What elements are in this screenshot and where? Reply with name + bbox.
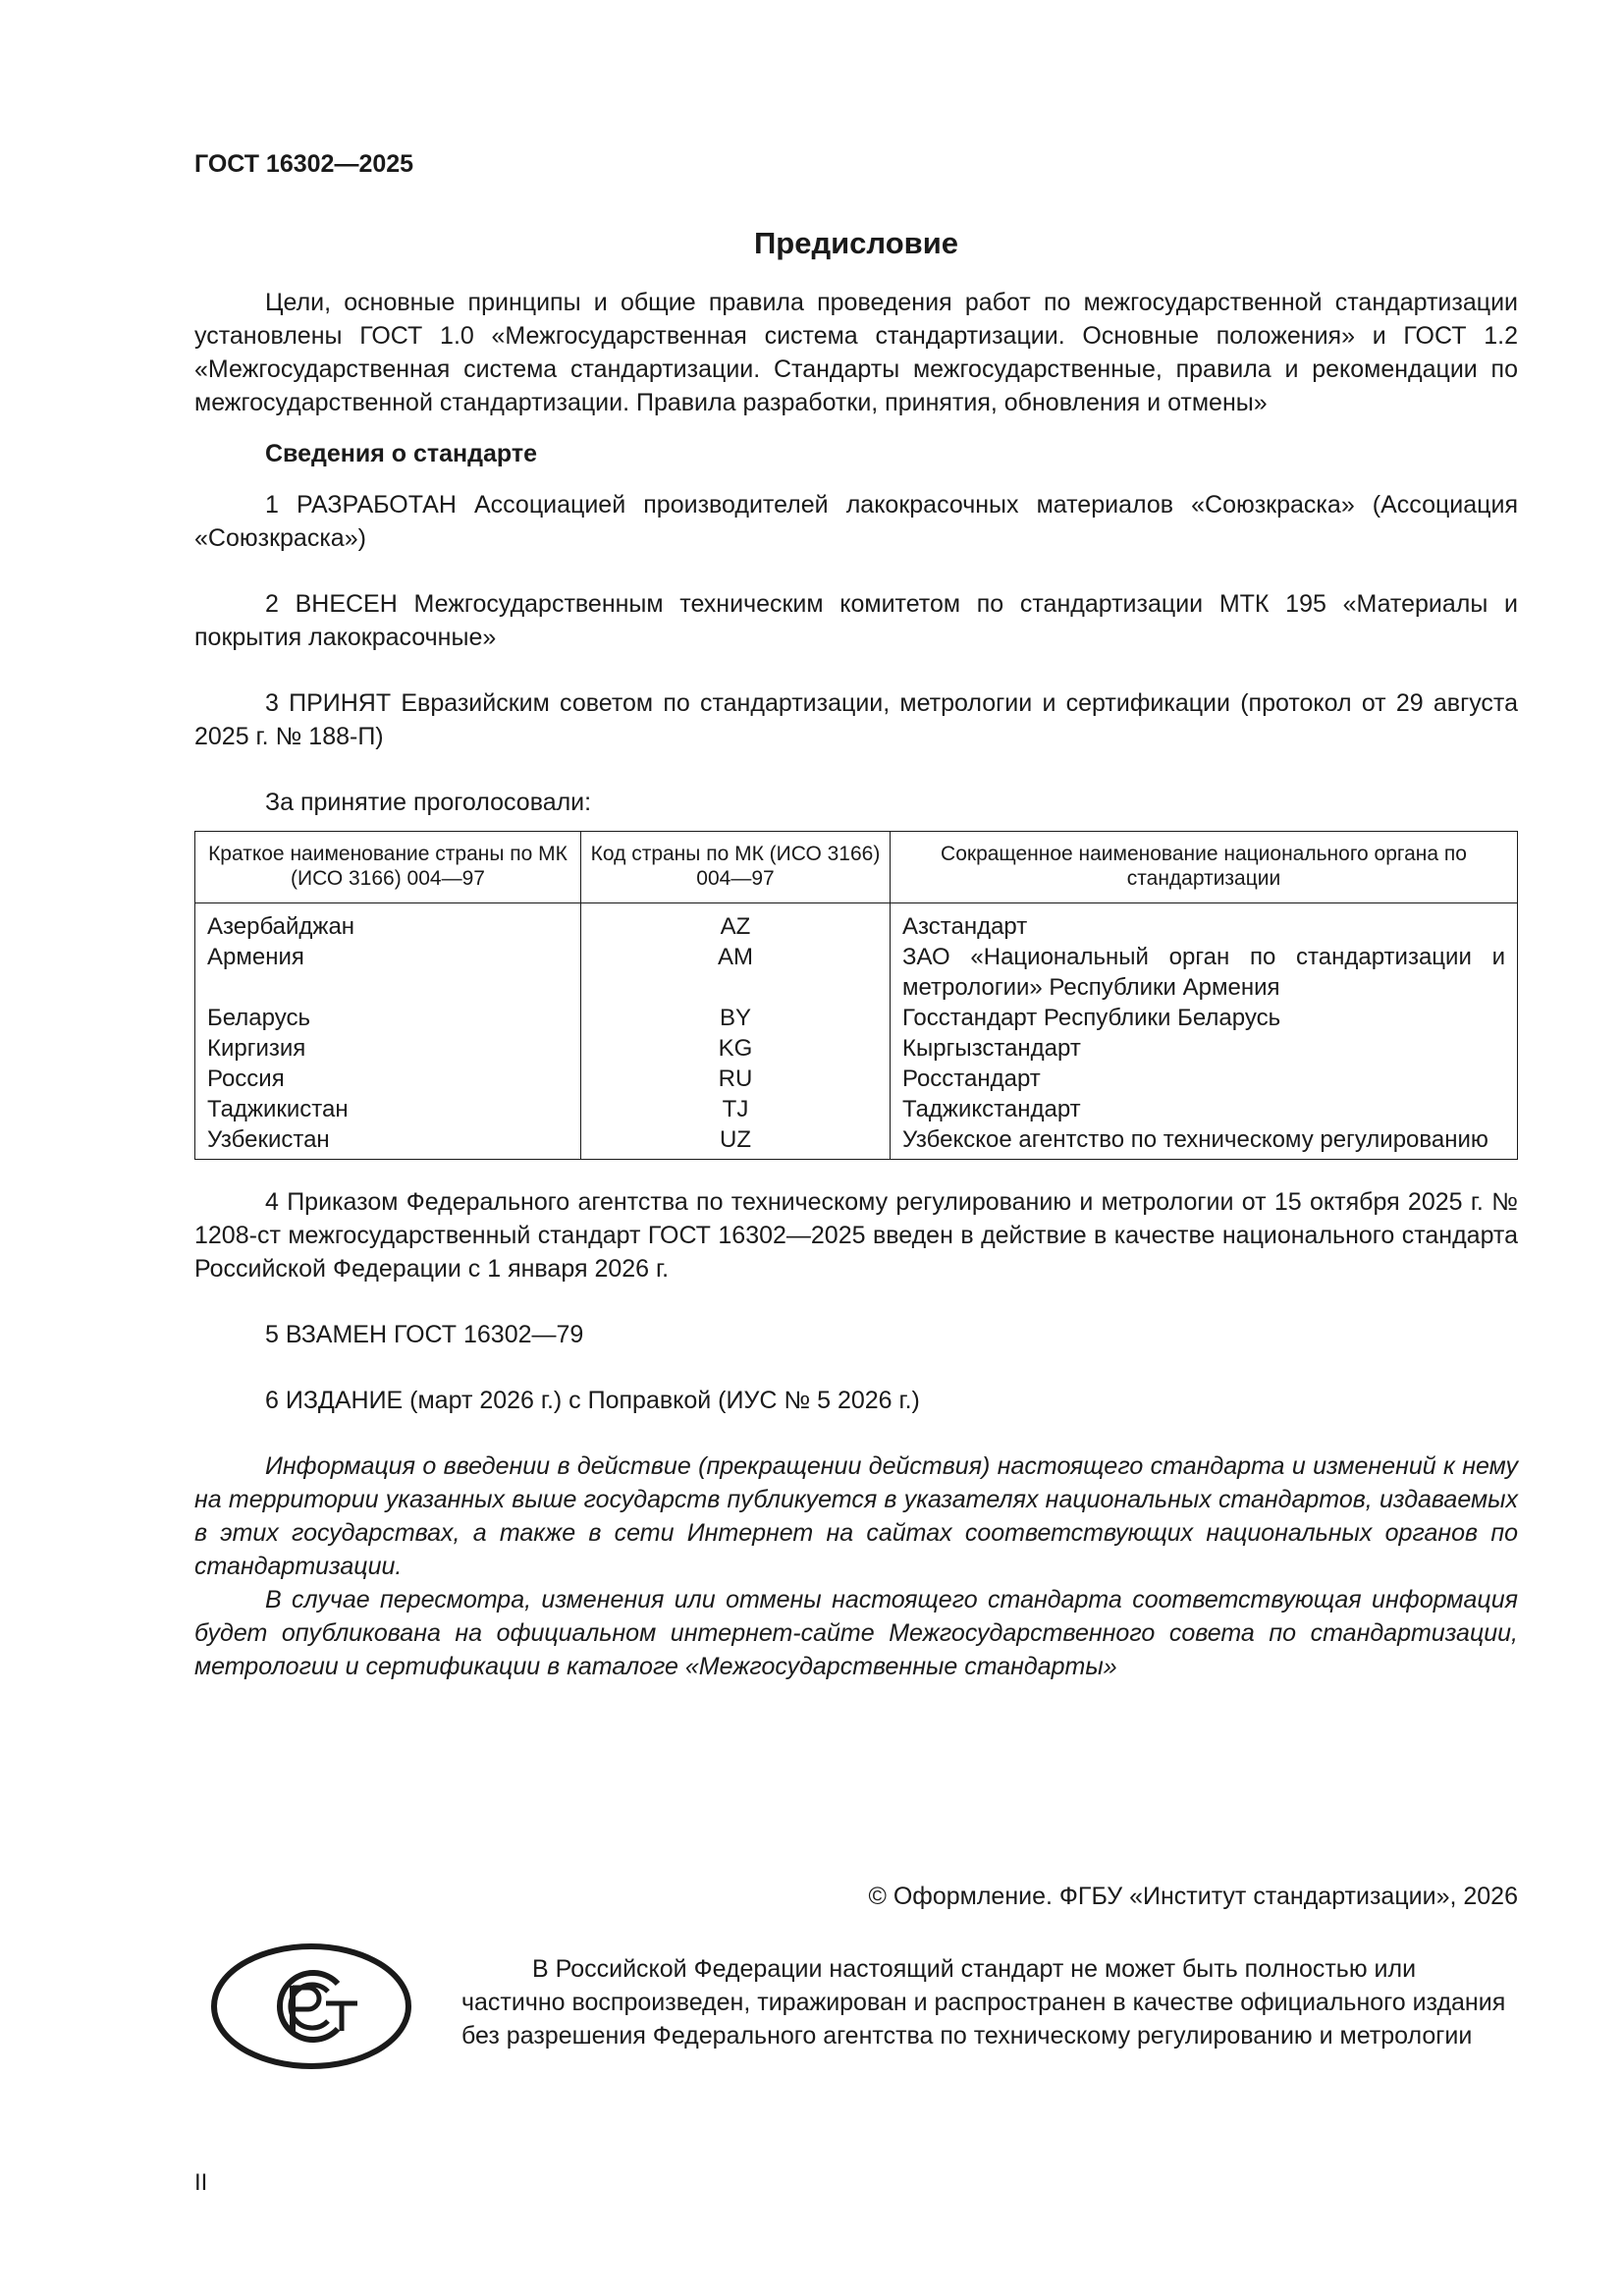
national-body: ЗАО «Национальный орган по стандартизации и метрологии» Республики Армения: [891, 942, 1518, 1003]
country-name: Армения: [207, 944, 304, 970]
copyright-line: © Оформление. ФГБУ «Институт стандартизации», 2026: [868, 1883, 1518, 1910]
pst-logo-icon: [210, 1942, 412, 2075]
country-code: TJ: [581, 1094, 891, 1124]
country-name: Узбекистан: [207, 1126, 330, 1153]
national-body: Кыргызстандарт: [891, 1033, 1518, 1064]
item-4: 4 Приказом Федерального агентства по техническому регулированию и метрологии от 15 октября 2025 г. № 1208-ст межгосударственный стандарт ГОСТ 16302—2025 введен в действие в качестве национального стандарта Российской Федерации с 1 января 2026 г.: [194, 1188, 1518, 1283]
vote-intro: За принятие проголосовали:: [265, 789, 592, 816]
country-code: BY: [581, 1003, 891, 1033]
national-body: Азстандарт: [891, 903, 1518, 943]
country-name: Азербайджан: [207, 913, 355, 940]
item-1: 1 РАЗРАБОТАН Ассоциацией производителей лакокрасочных материалов «Союзкраска» (Ассоциация «Союзкраска»): [194, 491, 1518, 552]
document-code: ГОСТ 16302—2025: [194, 150, 414, 178]
reproduction-notice: В Российской Федерации настоящий стандарт не может быть полностью или частично воспроизведен, тиражирован и распространен в качестве официального издания без разрешения Федерального агентства по техническому регулированию и метрологии: [461, 1955, 1506, 2050]
table-row: [195, 1064, 1518, 1094]
header-country-name: Краткое наименование страны по МК (ИСО 3166) 004—97: [195, 832, 581, 903]
item-5: 5 ВЗАМЕН ГОСТ 16302—79: [265, 1321, 584, 1348]
country-code: AM: [581, 942, 891, 1003]
intro-paragraph: Цели, основные принципы и общие правила проведения работ по межгосударственной стандартизации установлены ГОСТ 1.0 «Межгосударственная система стандартизации. Основные положения» и ГОСТ 1.2 «Межгосударственная система стандартизации. Стандарты межгосударственные, правила и рекомендации по межгосударственной стандартизации. Правила разработки, принятия, обновления и отмены»: [194, 289, 1518, 416]
page-title: Предисловие: [753, 226, 958, 260]
country-name: Киргизия: [207, 1035, 306, 1062]
italic-note-2: В случае пересмотра, изменения или отмены настоящего стандарта соответствующая информация будет опубликована на официальном интернет-сайте Межгосударственного совета по стандартизации, метрологии и сертификации в каталоге «Межгосударственные стандарты»: [194, 1586, 1518, 1680]
item-6: 6 ИЗДАНИЕ (март 2026 г.) с Поправкой (ИУС № 5 2026 г.): [265, 1387, 920, 1414]
country-code: RU: [581, 1064, 891, 1094]
item-2: 2 ВНЕСЕН Межгосударственным техническим комитетом по стандартизации МТК 195 «Материалы и покрытия лакокрасочные»: [194, 590, 1518, 651]
table-header-row: [195, 832, 1518, 903]
table-row: [195, 1124, 1518, 1160]
national-body: Росстандарт: [891, 1064, 1518, 1094]
country-name: Беларусь: [207, 1005, 310, 1031]
country-code: KG: [581, 1033, 891, 1064]
page-number: II: [194, 2169, 208, 2196]
table-row: [195, 1033, 1518, 1064]
info-heading: Сведения о стандарте: [265, 440, 538, 467]
national-body: Узбекское агентство по техническому регулированию: [891, 1124, 1518, 1160]
country-name: Россия: [207, 1066, 285, 1092]
voting-table: [194, 831, 1518, 1160]
table-row: [195, 1094, 1518, 1124]
header-national-body: Сокращенное наименование национального органа по стандартизации: [891, 832, 1518, 903]
table-row: [195, 1003, 1518, 1033]
italic-note-1: Информация о введении в действие (прекращении действия) настоящего стандарта и изменений к нему на территории указанных выше государств публикуется в указателях национальных стандартов, издаваемых в этих государствах, а также в сети Интернет на сайтах соответствующих национальных органов по стандартизации.: [194, 1452, 1518, 1580]
national-body: Таджикстандарт: [891, 1094, 1518, 1124]
table-row: [195, 903, 1518, 943]
table-row: [195, 942, 1518, 1003]
header-country-code: Код страны по МК (ИСО 3166) 004—97: [581, 832, 891, 903]
item-3: 3 ПРИНЯТ Евразийским советом по стандартизации, метрологии и сертификации (протокол от 29 августа 2025 г. № 188-П): [194, 689, 1518, 750]
national-body: Госстандарт Республики Беларусь: [891, 1003, 1518, 1033]
document-body: [194, 286, 1518, 1683]
country-code: AZ: [581, 903, 891, 943]
country-name: Таджикистан: [207, 1096, 349, 1122]
country-code: UZ: [581, 1124, 891, 1160]
